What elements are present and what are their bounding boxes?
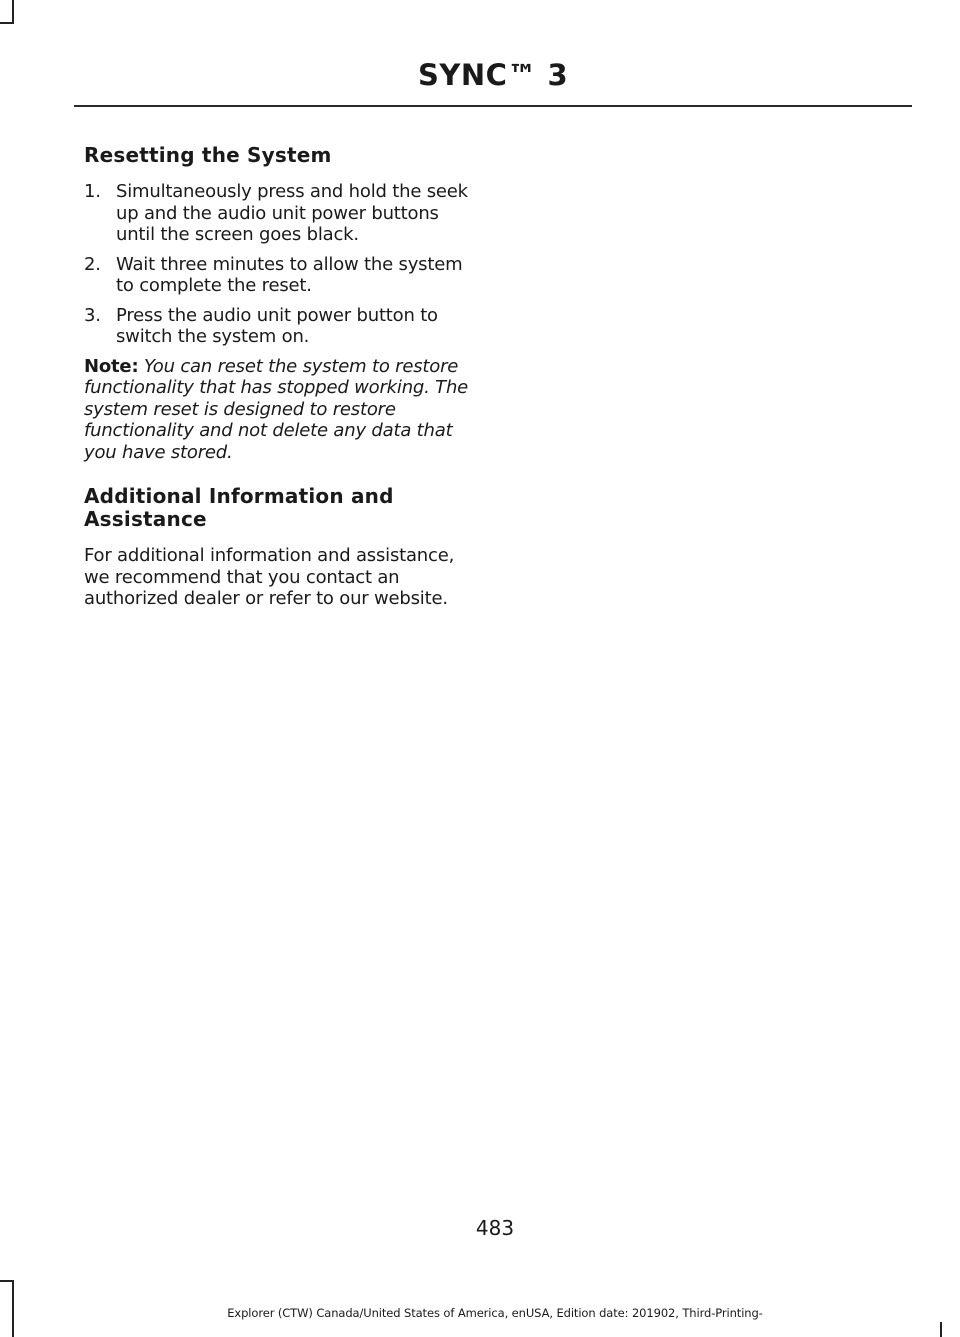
additional-info-paragraph: For additional information and assistance, we recommend that you contact an authorized dealer or refer to our website. [84,545,455,609]
step-number: 1. [84,181,101,202]
list-item [84,181,480,246]
list-item [84,254,480,297]
section-heading-additional-info: Additional Information and Assistance [84,484,394,531]
header-divider [74,105,912,107]
step-text: Wait three minutes to allow the system to complete the reset. [116,253,463,296]
note-label: Note: [84,355,139,377]
crop-mark-bottom-left-horizontal [0,1280,14,1282]
document-footer: Explorer (CTW) Canada/United States of America, enUSA, Edition date: 201902, Third-Printing- [227,1306,763,1320]
step-number: 2. [84,253,101,275]
crop-mark-bottom-right-vertical [940,1322,942,1337]
crop-mark-top-left-horizontal [0,22,14,24]
page-header-title: SYNC™ 3 [418,58,569,92]
crop-mark-top-left-vertical [12,0,14,24]
note-text: You can reset the system to restore functionality that has stopped working. The system reset is designed to restore functionality and not delete any data that you have stored. [84,355,469,463]
list-item [84,305,480,348]
reset-note [84,356,480,464]
page-number: 483 [475,1216,515,1240]
step-number: 3. [84,304,101,326]
step-text: Press the audio unit power button to switch the system on. [116,304,438,347]
section-heading-resetting: Resetting the System [84,143,332,167]
reset-steps-list [84,181,480,348]
step-text: Simultaneously press and hold the seek up and the audio unit power buttons until the screen goes black. [116,181,468,245]
content-column [84,144,480,610]
